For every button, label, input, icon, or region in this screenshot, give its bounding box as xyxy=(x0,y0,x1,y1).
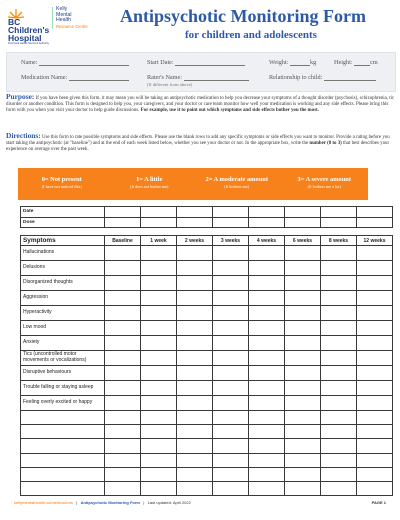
symptom-row xyxy=(21,336,393,351)
kelty-line2: Mental xyxy=(56,11,72,18)
rating-cell[interactable] xyxy=(105,453,141,467)
rating-cell[interactable] xyxy=(177,439,213,453)
start-date-input-line[interactable] xyxy=(175,59,245,66)
name-label: Name: xyxy=(21,59,38,66)
date-cell[interactable] xyxy=(213,207,249,218)
medication-field[interactable] xyxy=(21,74,129,81)
rating-cell[interactable] xyxy=(177,425,213,439)
rating-cell[interactable] xyxy=(285,306,321,321)
rating-2-title: 2= A moderate amount xyxy=(205,176,268,183)
purpose-heading: Purpose: xyxy=(6,92,35,101)
rating-cell[interactable] xyxy=(321,366,357,381)
purpose-text: If you have been given this form, it may mean you will be taking an antipsychotic medication to help you decrease your symptoms of a thought disorder (psychosis), schizophrenia, tic disorder or another condition. This form is designed to help you, your caregivers, and your doctor or care team monitor how well your medication is working and any side effects. Please bring this form with you when you visit your doctor to help guide discussions. xyxy=(6,96,395,114)
rating-cell[interactable] xyxy=(285,261,321,276)
rating-1-title: 1= A little xyxy=(136,176,163,183)
rating-cell[interactable] xyxy=(213,366,249,381)
symptom-label: Hyperactivity xyxy=(21,306,105,321)
dose-cell[interactable] xyxy=(105,217,141,228)
blank-symptom-row xyxy=(21,453,393,467)
rating-cell[interactable] xyxy=(321,321,357,336)
rating-cell[interactable] xyxy=(321,306,357,321)
custom-symptom-cell[interactable] xyxy=(21,439,105,453)
relationship-label: Relationship to child: xyxy=(269,74,323,81)
logo-childrens: Children's xyxy=(8,25,50,35)
rating-cell[interactable] xyxy=(357,291,393,306)
rating-cell[interactable] xyxy=(357,246,393,261)
rater-hint: (If different from above) xyxy=(147,82,193,87)
rating-cell[interactable] xyxy=(321,425,357,439)
date-cell[interactable] xyxy=(321,207,357,218)
rating-cell[interactable] xyxy=(321,351,357,366)
rating-cell[interactable] xyxy=(141,336,177,351)
rating-0 xyxy=(18,168,106,200)
weight-unit: kg xyxy=(309,59,317,66)
blank-symptom-row xyxy=(21,467,393,481)
date-cell[interactable] xyxy=(105,207,141,218)
rating-cell[interactable] xyxy=(285,439,321,453)
height-field[interactable] xyxy=(334,59,378,66)
column-header: Baseline xyxy=(105,236,141,246)
rating-cell[interactable] xyxy=(141,291,177,306)
rating-cell[interactable] xyxy=(357,411,393,425)
symptom-row xyxy=(21,366,393,381)
symptom-label: Low mood xyxy=(21,321,105,336)
symptom-label: Feeling overly excited or happy xyxy=(21,396,105,411)
rating-cell[interactable] xyxy=(177,351,213,366)
rating-cell[interactable] xyxy=(177,381,213,396)
date-cell[interactable] xyxy=(249,207,285,218)
rating-cell[interactable] xyxy=(213,481,249,495)
rating-cell[interactable] xyxy=(177,306,213,321)
page-number: PAGE 1 xyxy=(371,500,386,505)
rating-cell[interactable] xyxy=(141,366,177,381)
rating-cell[interactable] xyxy=(285,396,321,411)
column-header: 1 week xyxy=(141,236,177,246)
rating-cell[interactable] xyxy=(357,351,393,366)
footer-updated: Last updated: April 2022 xyxy=(147,500,191,505)
rating-cell[interactable] xyxy=(321,439,357,453)
rating-cell[interactable] xyxy=(249,276,285,291)
patient-info-box xyxy=(6,52,396,92)
rating-cell[interactable] xyxy=(105,381,141,396)
rating-cell[interactable] xyxy=(285,381,321,396)
dose-cell[interactable] xyxy=(321,217,357,228)
rating-cell[interactable] xyxy=(249,411,285,425)
rating-cell[interactable] xyxy=(213,351,249,366)
rating-cell[interactable] xyxy=(213,276,249,291)
rating-cell[interactable] xyxy=(105,291,141,306)
logo-hospital: Hospital xyxy=(8,33,42,43)
rating-1-sub: (It does not bother me) xyxy=(130,184,169,189)
rating-cell[interactable] xyxy=(141,481,177,495)
custom-symptom-cell[interactable] xyxy=(21,453,105,467)
symptom-label: Tics (uncontrolled motor movements or vocalizations) xyxy=(21,351,105,366)
footer-form-name: Antipsychotic Monitoring Form xyxy=(80,500,140,505)
rating-cell[interactable] xyxy=(141,439,177,453)
column-header: 2 weeks xyxy=(177,236,213,246)
rating-cell[interactable] xyxy=(213,396,249,411)
rating-cell[interactable] xyxy=(105,439,141,453)
rating-cell[interactable] xyxy=(213,306,249,321)
rating-cell[interactable] xyxy=(141,351,177,366)
column-header: 6 weeks xyxy=(285,236,321,246)
rating-cell[interactable] xyxy=(285,336,321,351)
symptom-row xyxy=(21,306,393,321)
rating-cell[interactable] xyxy=(357,453,393,467)
custom-symptom-cell[interactable] xyxy=(21,467,105,481)
rating-cell[interactable] xyxy=(357,481,393,495)
purpose-bold-text: For example, use it to point out which symptoms and side effects bother you the most. xyxy=(140,108,319,114)
rating-0-sub: (I have not noticed this) xyxy=(41,184,82,189)
symptom-row xyxy=(21,396,393,411)
blank-symptom-row xyxy=(21,425,393,439)
rating-scale-bar xyxy=(18,168,368,200)
rating-2 xyxy=(193,168,281,200)
rating-cell[interactable] xyxy=(249,425,285,439)
symptom-row xyxy=(21,351,393,366)
rating-cell[interactable] xyxy=(249,321,285,336)
rating-cell[interactable] xyxy=(177,396,213,411)
dose-cell[interactable] xyxy=(213,217,249,228)
rating-cell[interactable] xyxy=(141,306,177,321)
rating-cell[interactable] xyxy=(249,439,285,453)
rating-cell[interactable] xyxy=(105,411,141,425)
custom-symptom-cell[interactable] xyxy=(21,481,105,495)
rating-cell[interactable] xyxy=(285,366,321,381)
header xyxy=(0,0,400,50)
name-input-line[interactable] xyxy=(39,59,129,66)
rating-cell[interactable] xyxy=(213,261,249,276)
rating-cell[interactable] xyxy=(105,261,141,276)
rating-cell[interactable] xyxy=(249,481,285,495)
rating-cell[interactable] xyxy=(177,453,213,467)
rating-cell[interactable] xyxy=(141,396,177,411)
rating-3-title: 3= A severe amount xyxy=(297,176,351,183)
dose-row xyxy=(21,217,393,228)
rating-cell[interactable] xyxy=(213,321,249,336)
rating-cell[interactable] xyxy=(321,396,357,411)
medication-label: Medication Name: xyxy=(21,74,68,81)
column-header: 4 weeks xyxy=(249,236,285,246)
start-date-field[interactable] xyxy=(147,59,245,66)
kelty-logo xyxy=(52,7,88,29)
rating-cell[interactable] xyxy=(357,396,393,411)
dose-cell[interactable] xyxy=(141,217,177,228)
rating-cell[interactable] xyxy=(321,261,357,276)
rating-cell[interactable] xyxy=(249,336,285,351)
purpose-section xyxy=(6,94,398,115)
rating-cell[interactable] xyxy=(141,467,177,481)
rating-cell[interactable] xyxy=(285,467,321,481)
date-cell[interactable] xyxy=(285,207,321,218)
rating-cell[interactable] xyxy=(249,381,285,396)
rating-cell[interactable] xyxy=(285,351,321,366)
rating-cell[interactable] xyxy=(105,481,141,495)
directions-heading: Directions: xyxy=(6,131,41,140)
dose-cell[interactable] xyxy=(285,217,321,228)
symptom-label: Hallucinations xyxy=(21,246,105,261)
rating-cell[interactable] xyxy=(213,453,249,467)
rating-cell[interactable] xyxy=(249,261,285,276)
custom-symptom-cell[interactable] xyxy=(21,425,105,439)
start-date-label: Start Date: xyxy=(147,59,174,66)
kelty-line1: Kelly xyxy=(56,6,68,12)
date-cell[interactable] xyxy=(177,207,213,218)
rating-cell[interactable] xyxy=(213,246,249,261)
height-unit: cm xyxy=(370,59,378,66)
rating-cell[interactable] xyxy=(141,411,177,425)
name-field[interactable] xyxy=(21,59,129,66)
symptom-label: Trouble falling or staying asleep xyxy=(21,381,105,396)
rating-cell[interactable] xyxy=(249,453,285,467)
rating-cell[interactable] xyxy=(213,291,249,306)
dose-label: Dose xyxy=(21,217,105,228)
rating-cell[interactable] xyxy=(249,396,285,411)
rater-input-line[interactable] xyxy=(184,74,249,81)
rating-cell[interactable] xyxy=(213,439,249,453)
dose-cell[interactable] xyxy=(249,217,285,228)
rating-cell[interactable] xyxy=(357,425,393,439)
symptoms-table xyxy=(20,235,393,496)
directions-text: Use this form to rate possible symptoms and side effects. Please use the blank rows to add any specific symptoms or side effects you want to monitor. Provide a rating before you start taking the antipsychotic (at "baseline") and at the end of each week listed below, whether you see your doctor or not. In the appropriate box, write the xyxy=(6,135,390,147)
rating-cell[interactable] xyxy=(105,396,141,411)
rating-2-sub: (It bothers me) xyxy=(224,184,250,189)
rating-1 xyxy=(106,168,194,200)
rating-cell[interactable] xyxy=(321,453,357,467)
symptom-row xyxy=(21,321,393,336)
rater-label: Rater's Name: xyxy=(147,74,182,81)
rating-cell[interactable] xyxy=(249,351,285,366)
symptom-label: Disorganized thoughts xyxy=(21,276,105,291)
rating-cell[interactable] xyxy=(141,276,177,291)
rating-cell[interactable] xyxy=(141,321,177,336)
rating-cell[interactable] xyxy=(213,381,249,396)
symptoms-header: Symptoms xyxy=(21,236,105,246)
rating-cell[interactable] xyxy=(141,381,177,396)
blank-symptom-row xyxy=(21,439,393,453)
symptom-row xyxy=(21,381,393,396)
height-input-line[interactable] xyxy=(354,59,370,66)
rating-cell[interactable] xyxy=(105,246,141,261)
rating-cell[interactable] xyxy=(285,481,321,495)
rating-cell[interactable] xyxy=(213,411,249,425)
rating-cell[interactable] xyxy=(249,246,285,261)
relationship-input-line[interactable] xyxy=(324,74,376,81)
rating-cell[interactable] xyxy=(105,425,141,439)
rating-cell[interactable] xyxy=(321,246,357,261)
rating-cell[interactable] xyxy=(105,366,141,381)
rating-cell[interactable] xyxy=(177,411,213,425)
rating-cell[interactable] xyxy=(105,321,141,336)
rating-cell[interactable] xyxy=(357,336,393,351)
rater-field[interactable] xyxy=(147,74,249,87)
rating-cell[interactable] xyxy=(285,453,321,467)
directions-text-end: that best describes your experience on average over the past week. xyxy=(6,141,390,153)
symptom-row xyxy=(21,276,393,291)
column-header: 12 weeks xyxy=(357,236,393,246)
symptoms-header-row xyxy=(21,236,393,246)
date-label: Date xyxy=(21,207,105,218)
rating-cell[interactable] xyxy=(177,246,213,261)
custom-symptom-cell[interactable] xyxy=(21,411,105,425)
rating-cell[interactable] xyxy=(357,321,393,336)
rating-cell[interactable] xyxy=(177,336,213,351)
column-header: 8 weeks xyxy=(321,236,357,246)
rating-cell[interactable] xyxy=(357,276,393,291)
rating-cell[interactable] xyxy=(213,425,249,439)
directions-bold-text: number (0 to 3) xyxy=(309,141,342,147)
rating-cell[interactable] xyxy=(177,467,213,481)
rating-cell[interactable] xyxy=(285,276,321,291)
date-cell[interactable] xyxy=(141,207,177,218)
form-title: Antipsychotic Monitoring Form xyxy=(120,6,366,26)
rating-cell[interactable] xyxy=(285,321,321,336)
rating-3 xyxy=(281,168,369,200)
rating-cell[interactable] xyxy=(357,467,393,481)
rating-cell[interactable] xyxy=(213,467,249,481)
rating-cell[interactable] xyxy=(321,481,357,495)
rating-cell[interactable] xyxy=(357,439,393,453)
rating-0-title: 0= Not present xyxy=(41,176,82,183)
rating-cell[interactable] xyxy=(285,246,321,261)
rating-cell[interactable] xyxy=(141,261,177,276)
rating-cell[interactable] xyxy=(177,321,213,336)
rating-cell[interactable] xyxy=(105,351,141,366)
rating-cell[interactable] xyxy=(105,276,141,291)
blank-symptom-row xyxy=(21,481,393,495)
rating-3-sub: (It bothers me a lot) xyxy=(307,184,341,189)
directions-section xyxy=(6,133,398,154)
rating-cell[interactable] xyxy=(321,276,357,291)
dose-cell[interactable] xyxy=(357,217,393,228)
blank-symptom-row xyxy=(21,411,393,425)
weight-input-line[interactable] xyxy=(290,59,310,66)
rating-cell[interactable] xyxy=(357,381,393,396)
symptom-label: Aggression xyxy=(21,291,105,306)
rating-cell[interactable] xyxy=(357,366,393,381)
rating-cell[interactable] xyxy=(321,336,357,351)
symptom-row xyxy=(21,261,393,276)
symptom-label: Anxiety xyxy=(21,336,105,351)
rating-cell[interactable] xyxy=(213,336,249,351)
rating-cell[interactable] xyxy=(285,411,321,425)
rating-cell[interactable] xyxy=(321,291,357,306)
medication-input-line[interactable] xyxy=(69,74,129,81)
rating-cell[interactable] xyxy=(141,246,177,261)
rating-cell[interactable] xyxy=(177,366,213,381)
rating-cell[interactable] xyxy=(177,481,213,495)
rating-cell[interactable] xyxy=(141,425,177,439)
form-subtitle: for children and adolescents xyxy=(185,29,317,41)
rating-cell[interactable] xyxy=(177,291,213,306)
footer: keltymentalhealth.ca/medications | Antipsychotic Monitoring Form | Last updated: April 2022 PAGE 1 xyxy=(14,500,386,505)
column-header: 3 weeks xyxy=(213,236,249,246)
rating-cell[interactable] xyxy=(105,336,141,351)
rating-cell[interactable] xyxy=(177,261,213,276)
bc-childrens-logo xyxy=(6,6,50,46)
dose-cell[interactable] xyxy=(177,217,213,228)
weight-label: Weight: xyxy=(269,59,289,66)
rating-cell[interactable] xyxy=(249,467,285,481)
rating-cell[interactable] xyxy=(321,467,357,481)
rating-cell[interactable] xyxy=(141,453,177,467)
rating-cell[interactable] xyxy=(357,261,393,276)
rating-cell[interactable] xyxy=(105,467,141,481)
date-dose-table xyxy=(20,206,393,228)
logo-bc: BC xyxy=(8,17,21,27)
rating-cell[interactable] xyxy=(285,291,321,306)
rating-cell[interactable] xyxy=(105,306,141,321)
symptom-label: Delusions xyxy=(21,261,105,276)
rating-cell[interactable] xyxy=(285,425,321,439)
kelty-line4: Resource Centre xyxy=(56,23,88,29)
symptom-row xyxy=(21,291,393,306)
symptom-label: Disruptive behaviours xyxy=(21,366,105,381)
date-cell[interactable] xyxy=(357,207,393,218)
weight-field[interactable] xyxy=(269,59,316,66)
height-label: Height: xyxy=(334,59,353,66)
rating-cell[interactable] xyxy=(357,306,393,321)
kelty-line3: Health xyxy=(56,17,71,24)
symptom-row xyxy=(21,246,393,261)
logo-tagline: Provincial Health Services Authority xyxy=(8,42,49,45)
relationship-field[interactable] xyxy=(269,74,376,81)
rating-cell[interactable] xyxy=(249,291,285,306)
rating-cell[interactable] xyxy=(177,276,213,291)
rating-cell[interactable] xyxy=(249,366,285,381)
rating-cell[interactable] xyxy=(249,306,285,321)
footer-url[interactable]: keltymentalhealth.ca/medications xyxy=(14,500,73,505)
date-row xyxy=(21,207,393,218)
rating-cell[interactable] xyxy=(321,411,357,425)
rating-cell[interactable] xyxy=(321,381,357,396)
